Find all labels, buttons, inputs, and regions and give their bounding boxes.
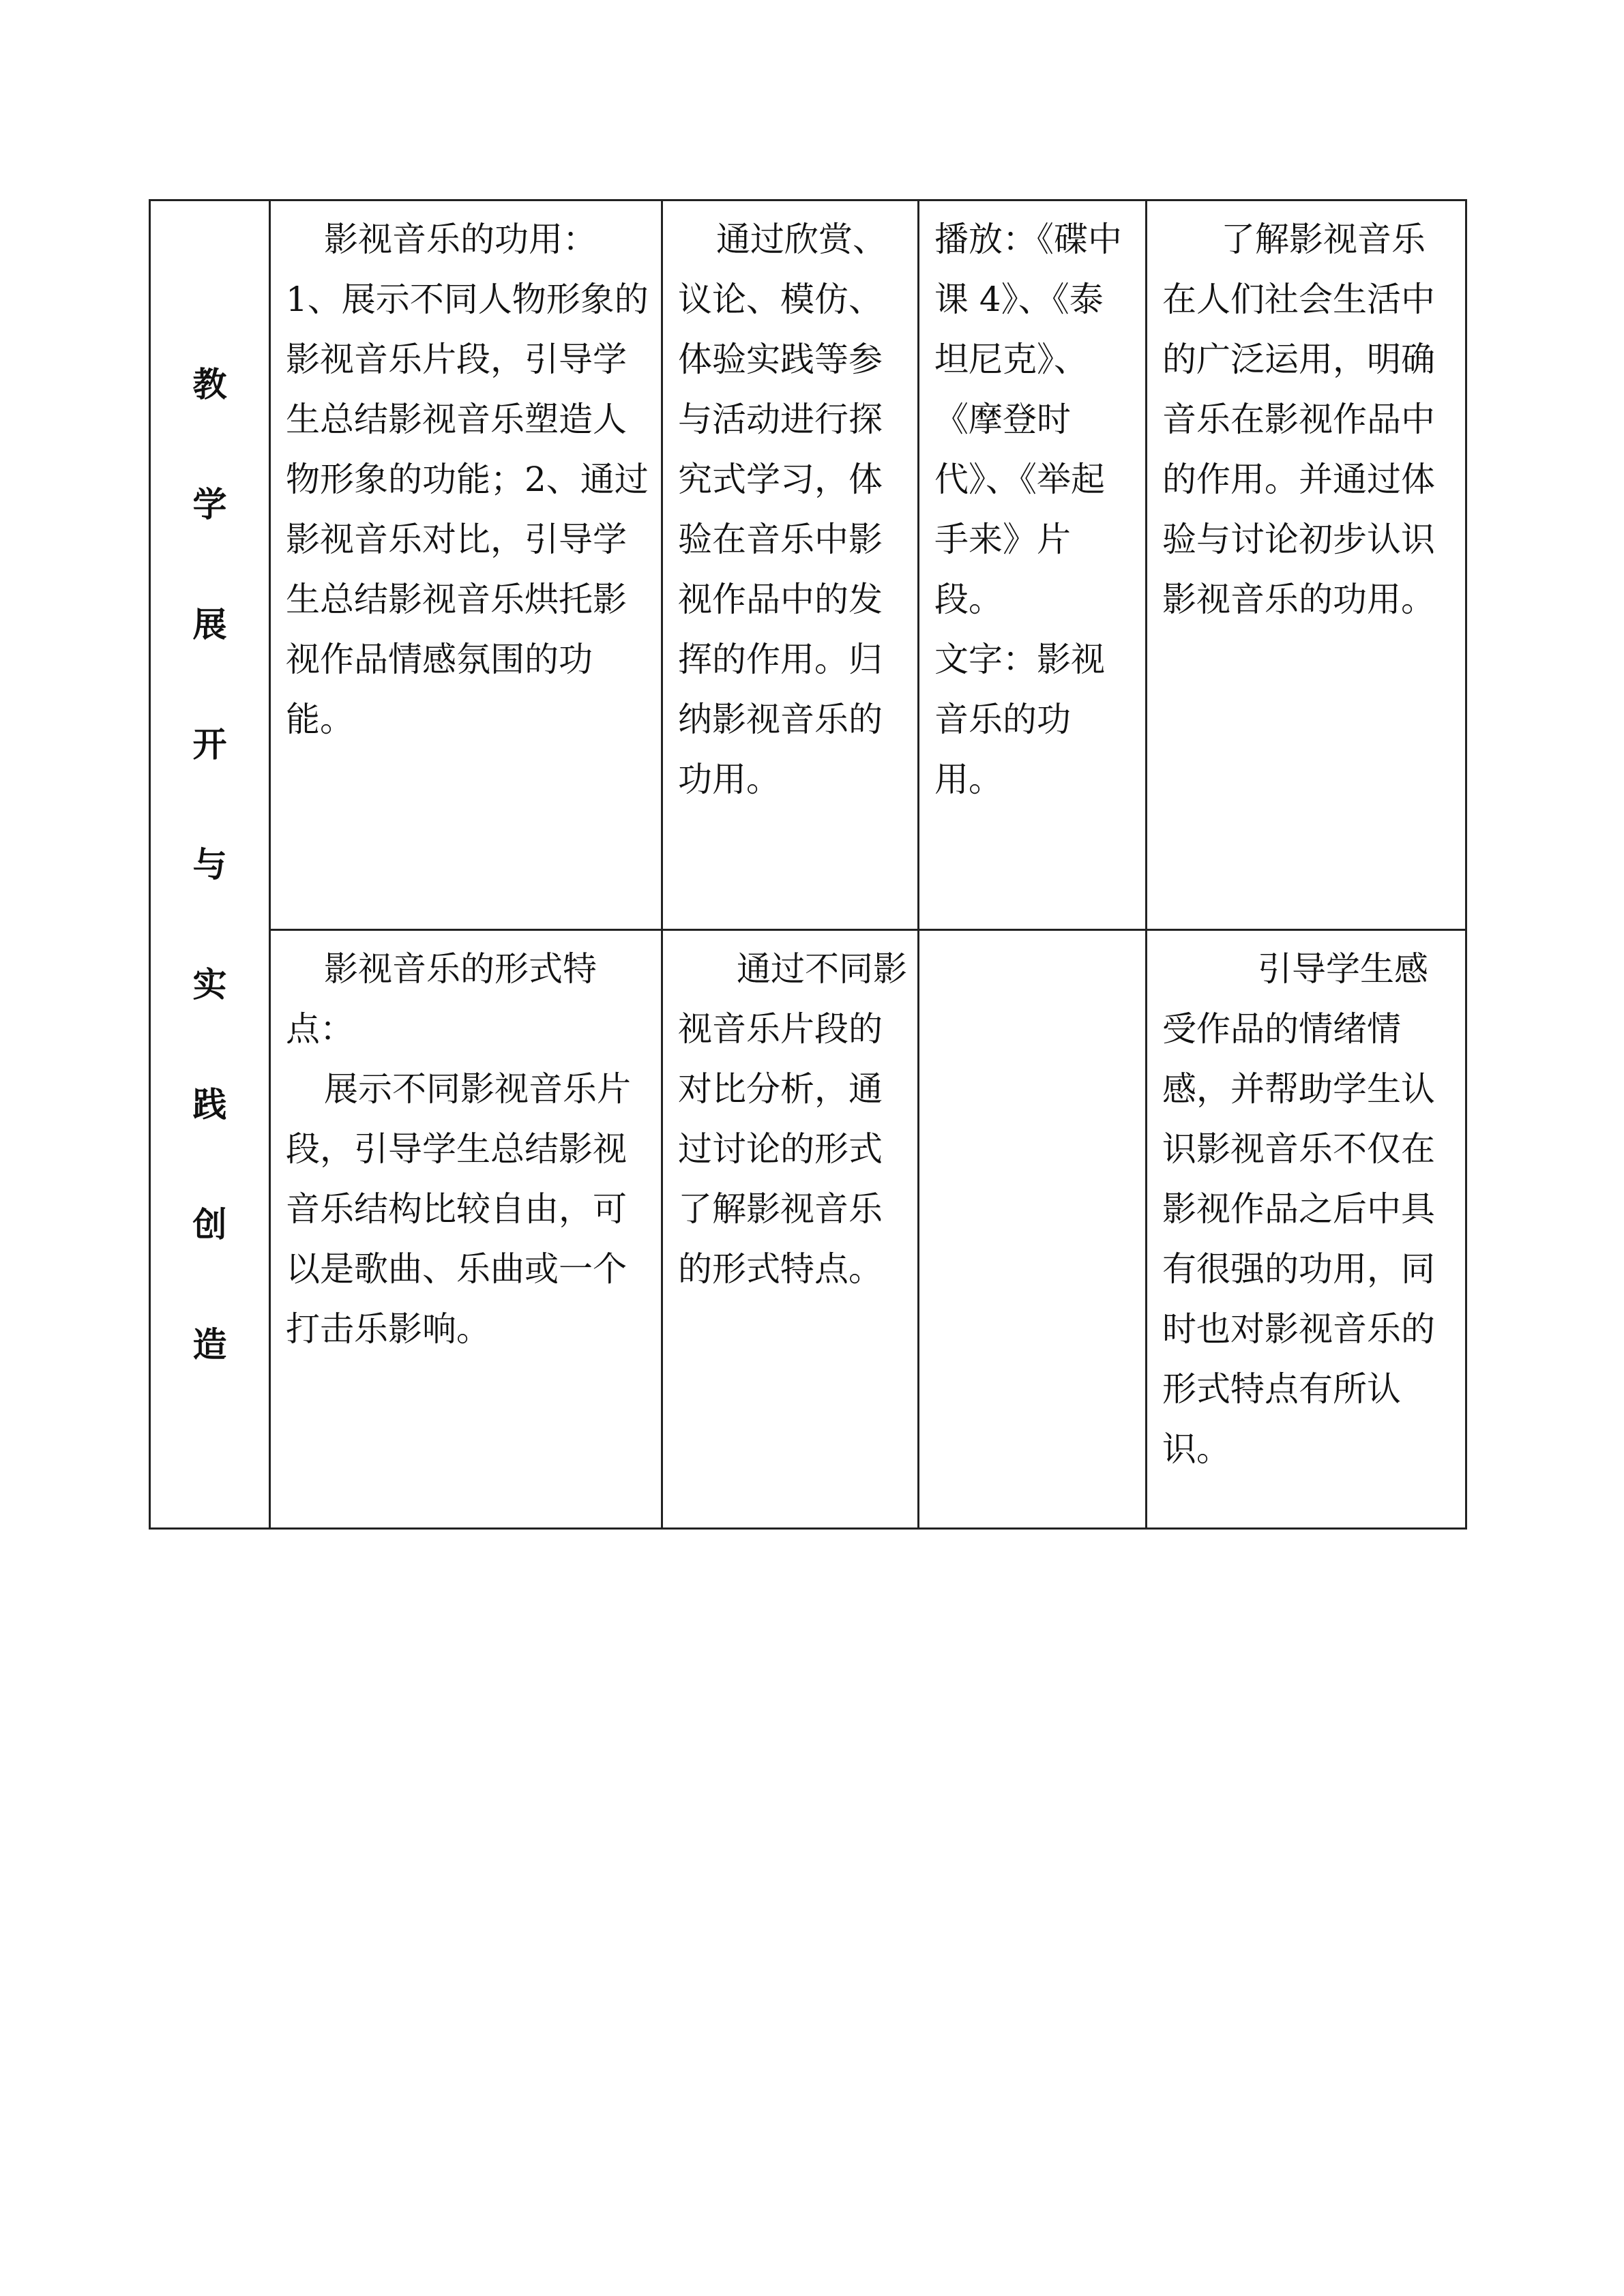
activity-cell (662, 200, 919, 930)
section-label-cell (150, 200, 270, 1529)
purpose-cell (1147, 200, 1466, 930)
purpose-text: 引导学生感受作品的情绪情感，并帮助学生认识影视音乐不仅在影视作品之后中具有很强的功用，同时也对影视音乐的形式特点有所认识。 (1162, 949, 1435, 1469)
content-text: 影视音乐的功用： 1、展示不同人物形象的影视音乐片段，引导学生总结影视音乐塑造人物形象的功能；2、通过影视音乐对比，引导学生总结影视音乐烘托影视作品情感氛围的功能。 (286, 220, 649, 739)
purpose-cell (1147, 930, 1466, 1529)
media-text: 播放：《碟中课 4》、《泰坦尼克》、《摩登时代》、《举起手来》片段。 文字：影视音乐的功用。 (934, 220, 1122, 799)
table-row (150, 930, 1466, 1529)
lesson-plan-table (149, 199, 1467, 1530)
section-label: 教学展开与实践创造 (192, 363, 227, 1365)
content-text: 展示不同影视音乐片段，引导学生总结影视音乐结构比较自由，可以是歌曲、乐曲或一个打击乐影响。 (286, 1069, 631, 1349)
media-cell (919, 930, 1147, 1529)
content-cell (270, 200, 662, 930)
media-cell (919, 200, 1147, 930)
activity-text: 通过不同影视音乐片段的对比分析，通过讨论的形式了解影视音乐的形式特点。 (678, 949, 907, 1289)
content-cell (270, 930, 662, 1529)
content-title: 影视音乐的形式特点： (286, 949, 597, 1049)
activity-text: 通过欣赏、议论、模仿、体验实践等参与活动进行探究式学习，体验在音乐中影视作品中的发挥的作用。归纳影视音乐的功用。 (678, 220, 887, 799)
purpose-text: 了解影视音乐在人们社会生活中的广泛运用，明确音乐在影视作品中的作用。并通过体验与讨论初步认识影视音乐的功用。 (1162, 220, 1435, 619)
table-row (150, 200, 1466, 930)
activity-cell (662, 930, 919, 1529)
